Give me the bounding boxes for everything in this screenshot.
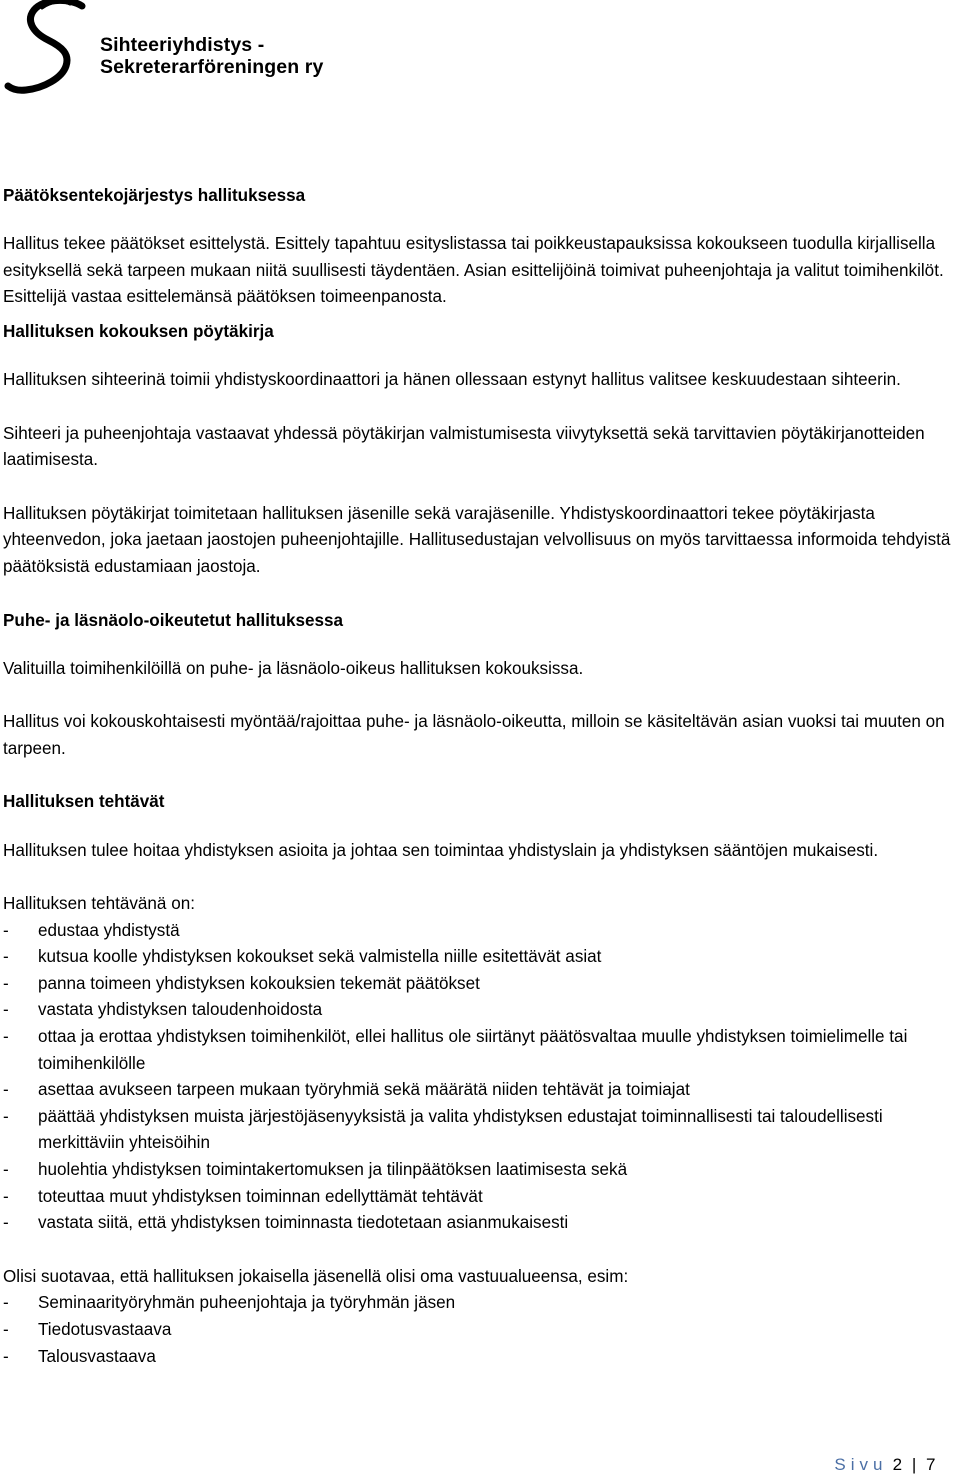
- footer-separator: |: [911, 1455, 917, 1474]
- heading-speaking-rights: Puhe- ja läsnäolo-oikeutetut hallituksessa: [3, 610, 344, 630]
- list-item: - Talousvastaava: [3, 1346, 156, 1366]
- heading-board-tasks: Hallituksen tehtävät: [3, 792, 165, 812]
- list-item: - vastata siitä, että yhdistyksen toiminnasta tiedotetaan asianmukaisesti: [3, 1213, 569, 1233]
- list-item: - päättää yhdistyksen muista järjestöjäsenyyksistä ja valita yhdistyksen edustajat toiminnallisesti tai taloudellisesti merkittäviin yhteisöihin: [3, 1106, 883, 1153]
- paragraph-speaking-rights-2: Hallitus voi kokouskohtaisesti myöntää/rajoittaa puhe- ja läsnäolo-oikeutta, milloin se käsiteltävän asian vuoksi tai muuten on tarpeen.: [3, 712, 945, 758]
- list-item: - Tiedotusvastaava: [3, 1320, 172, 1339]
- footer-sivu-label: Sivu: [834, 1455, 888, 1474]
- list-item: - kutsua koolle yhdistyksen kokoukset sekä valmistella niille esitettävät asiat: [3, 947, 602, 967]
- document-body: [3, 183, 955, 1370]
- footer-page-total: 7: [926, 1455, 936, 1474]
- list-item: - asettaa avukseen tarpeen mukaan työryhmiä sekä määrätä niiden tehtävät ja toimiajat: [3, 1080, 690, 1100]
- list-item: - vastata yhdistyksen taloudenhoidosta: [3, 1000, 323, 1020]
- heading-meeting-minutes: Hallituksen kokouksen pöytäkirja: [3, 321, 274, 341]
- tasks-intro: Hallituksen tehtävänä on:: [3, 894, 195, 914]
- footer-page-current: 2: [892, 1455, 903, 1474]
- paragraph-minutes-distribution: Hallituksen pöytäkirjat toimitetaan hallituksen jäsenille sekä varajäsenille. Yhdistyskoordinaattori tekee pöytäkirjasta yhteenvedon, joka jaetaan jaostojen puheenjohtajille. Hallitusedustajan velvollisuus on myös tarvittaessa informoida tehdyistä päätöksistä edustamiaan jaostoja.: [3, 503, 951, 576]
- paragraph-board-tasks: Hallituksen tulee hoitaa yhdistyksen asioita ja johtaa sen toimintaa yhdistyslain ja yhdistyksen sääntöjen mukaisesti.: [3, 840, 879, 860]
- list-item: - ottaa ja erottaa yhdistyksen toimihenkilöt, ellei hallitus ole siirtänyt päätösvaltaa muulle yhdistyksen toimielimelle tai toimihenkilölle: [3, 1027, 908, 1073]
- tasks-list: [3, 918, 955, 1237]
- heading-decision-procedure: Päätöksentekojärjestys hallituksessa: [3, 186, 306, 205]
- logo-line-2: Sekreterarföreningen ry: [100, 56, 324, 78]
- page-number-footer: [834, 1455, 936, 1475]
- list-item: - toteuttaa muut yhdistyksen toiminnan edellyttämät tehtävät: [3, 1186, 483, 1206]
- paragraph-speaking-rights-1: Valituilla toimihenkilöillä on puhe- ja läsnäolo-oikeus hallituksen kokouksissa.: [3, 658, 584, 678]
- paragraph-minutes-responsibility: Sihteeri ja puheenjohtaja vastaavat yhdessä pöytäkirjan valmistumisesta viivytyksettä sekä tarvittavien pöytäkirjanotteiden laatimisesta.: [3, 423, 925, 470]
- list-item: - panna toimeen yhdistyksen kokouksien tekemät päätökset: [3, 973, 480, 993]
- list-item: - huolehtia yhdistyksen toimintakertomuksen ja tilinpäätöksen laatimisesta sekä: [3, 1160, 628, 1180]
- paragraph-secretary: Hallituksen sihteerinä toimii yhdistyskoordinaattori ja hänen ollessaan estynyt hallitus valitsee keskuudestaan sihteerin.: [3, 369, 901, 389]
- organization-logo: [4, 0, 344, 100]
- responsibilities-intro: Olisi suotavaa, että hallituksen jokaisella jäsenellä olisi oma vastuualueensa, esim:: [3, 1266, 629, 1286]
- responsibilities-list: [3, 1290, 955, 1370]
- paragraph-decision-procedure: Hallitus tekee päätökset esittelystä. Esittely tapahtuu esityslistassa tai poikkeustapauksissa kokoukseen tuodulla kirjallisella esityksellä sekä tarpeen mukaan niitä suullisesti täydentäen. Asian esittelijöinä toimivat puheenjohtaja ja valitut toimihenkilöt. Esittelijä vastaa esittelemänsä päätöksen toimeenpanosta.: [3, 234, 944, 307]
- list-item: - Seminaarityöryhmän puheenjohtaja ja työryhmän jäsen: [3, 1293, 456, 1313]
- list-item: - edustaa yhdistystä: [3, 920, 180, 940]
- logo-line-1: Sihteeriyhdistys -: [100, 34, 265, 56]
